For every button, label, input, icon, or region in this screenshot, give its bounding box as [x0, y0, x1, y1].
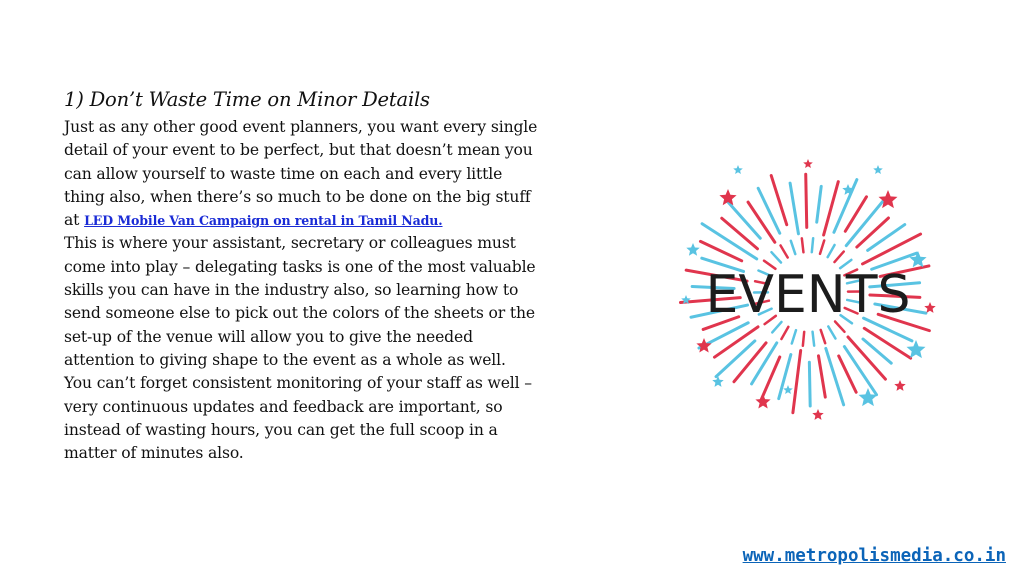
paragraph-1-text: Just as any other good event planners, you want every single detail of your event to be perfect, but that doesn’t mean you can allow yourself to waste time on each and every little thing also, when there’s so much to be done on the big stuff at — [64, 118, 538, 230]
firework-dash — [802, 238, 804, 252]
firework-dash — [791, 241, 795, 254]
section-heading: 1) Don’t Waste Time on Minor Details — [64, 88, 430, 111]
star-icon — [712, 376, 723, 387]
star-icon — [803, 159, 813, 168]
star-icon — [696, 338, 711, 353]
star-icon — [686, 243, 699, 256]
firework-streak — [722, 218, 758, 249]
firework-dash — [812, 238, 813, 252]
star-icon — [894, 380, 905, 391]
events-word: EVENTS — [705, 265, 911, 325]
firework-streak — [857, 218, 889, 247]
star-icon — [733, 165, 743, 174]
star-icon — [873, 165, 883, 174]
website-link[interactable]: www.metropolismedia.co.in — [742, 546, 1006, 566]
star-icon — [755, 394, 770, 409]
firework-streak — [806, 174, 807, 227]
firework-streak — [752, 343, 777, 384]
firework-dash — [781, 327, 788, 339]
star-icon — [812, 409, 823, 420]
firework-streak — [864, 328, 910, 358]
paragraph-3: You can’t forget consistent monitoring of your staff as well – very continuous updates and feedback are important, so instead of wasting hours, you can get the full scoop in a matter of minutes also. — [64, 374, 532, 463]
star-icon — [924, 302, 935, 313]
firework-dash — [820, 240, 824, 253]
firework-dash — [803, 332, 804, 346]
paragraph-1 — [64, 116, 544, 232]
star-icon — [783, 385, 793, 394]
star-icon — [907, 340, 926, 358]
firework-streak — [716, 341, 755, 377]
events-fireworks-graphic — [668, 150, 948, 430]
firework-dash — [792, 330, 796, 343]
paragraph-2: This is where your assistant, secretary or colleagues must come into play – delegating tasks is one of the most valuable skills you can have in the industry also, so learning how to send someone else to pick out the colors of the sheets or the set-up of the venue will allow you to give the needed attention to giving shape to the event as a whole as well. — [64, 234, 536, 369]
firework-streak — [728, 202, 760, 238]
firework-streak — [790, 183, 798, 234]
firework-dash — [821, 330, 825, 343]
firework-streak — [748, 202, 775, 242]
firework-streak — [809, 362, 810, 406]
led-van-campaign-link[interactable]: LED Mobile Van Campaign on rental in Tamil Nadu. — [84, 213, 443, 229]
firework-streak — [844, 347, 876, 395]
firework-dash — [781, 245, 788, 257]
firework-streak — [818, 356, 825, 397]
firework-dash — [771, 252, 780, 262]
firework-streak — [817, 186, 821, 222]
article-text-block — [64, 86, 544, 465]
firework-streak — [793, 350, 801, 412]
firework-streak — [826, 348, 844, 404]
firework-dash — [834, 252, 843, 262]
firework-dash — [828, 245, 835, 257]
firework-streak — [734, 343, 766, 382]
firework-dash — [828, 326, 835, 338]
firework-dash — [813, 332, 815, 346]
